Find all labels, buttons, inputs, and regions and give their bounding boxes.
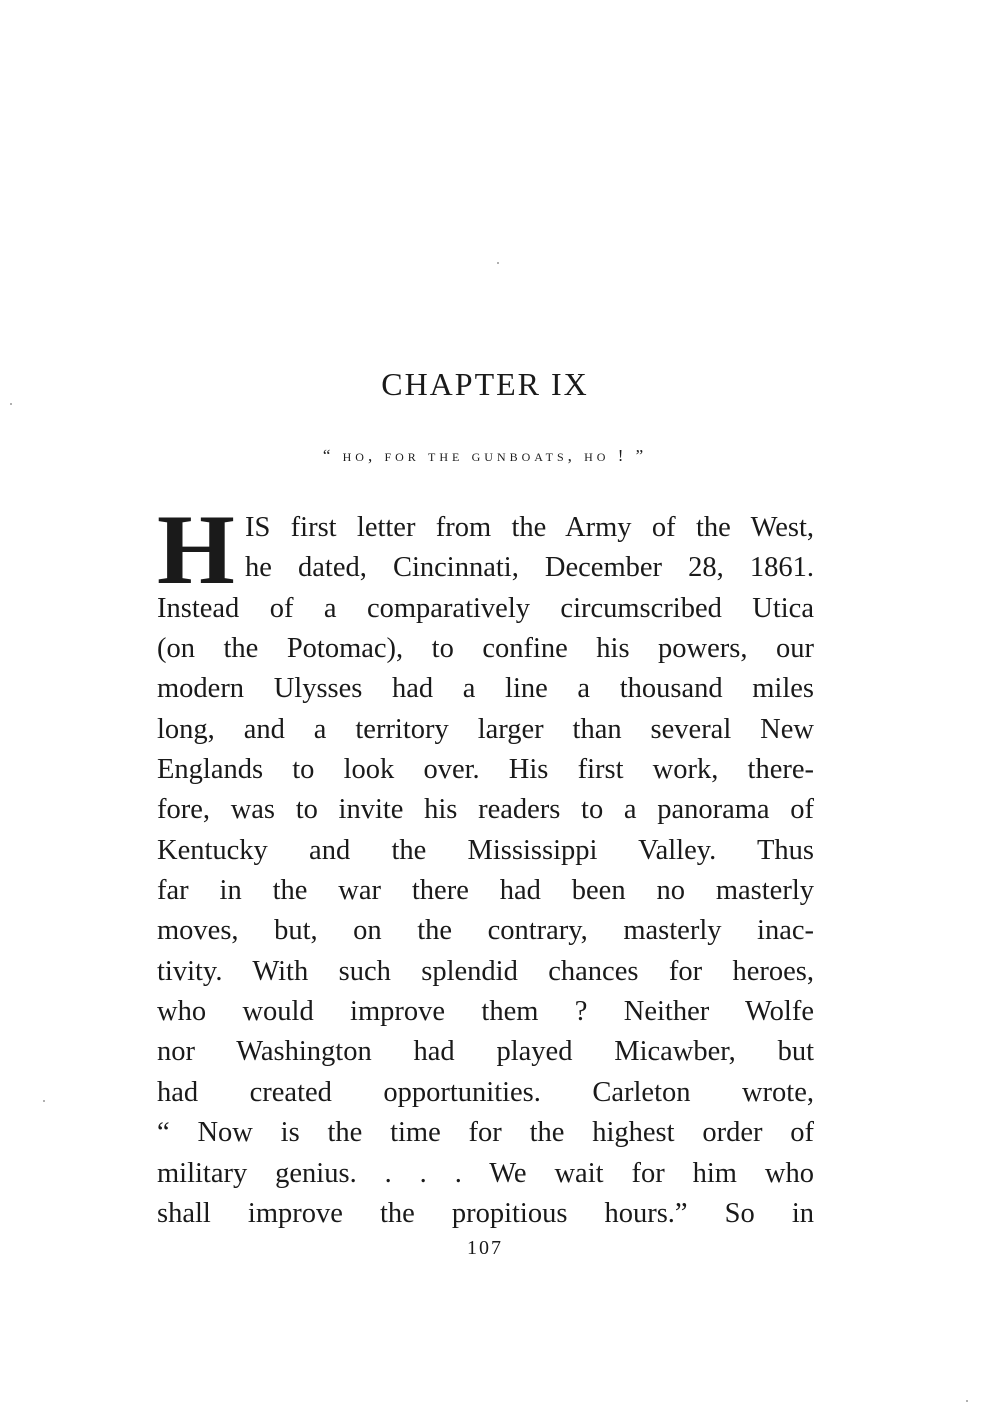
chapter-title: CHAPTER IX [381,366,589,402]
text-line: modern Ulysses had a line a thousand miles [157,673,814,705]
text-line: had created opportunities. Carleton wrote, [157,1076,814,1108]
text-line: military genius. . . . We wait for him who [157,1157,814,1189]
text-line: “ Now is the time for the highest order of [157,1117,814,1149]
text-line: long, and a territory larger than several New [157,713,814,745]
text-line: Kentucky and the Mississippi Valley. Thus [157,834,814,866]
drop-cap: H [157,494,235,605]
scan-speck [497,262,499,264]
text-line: moves, but, on the contrary, masterly inac- [157,915,814,947]
text-line: far in the war there had been no masterly [157,875,814,907]
page-number: 107 [467,1237,503,1259]
scan-speck [43,1100,45,1102]
text-line: nor Washington had played Micawber, but [157,1036,814,1068]
text-line: IS first letter from the Army of the West, [245,512,814,543]
body-text [157,494,814,1234]
text-line: (on the Potomac), to confine his powers, our [157,633,814,665]
chapter-subtitle: “ ho, for the gunboats, ho ! ” [322,446,648,465]
text-line: fore, was to invite his readers to a panorama of [157,794,814,826]
text-line: Instead of a comparatively circumscribed Utica [157,592,814,624]
text-line: who would improve them ? Neither Wolfe [157,996,814,1028]
text-line: Englands to look over. His first work, there- [157,754,814,786]
text-line: shall improve the propitious hours.” So in [157,1197,814,1229]
text-line: he dated, Cincinnati, December 28, 1861. [245,552,814,584]
scan-speck [10,403,12,405]
scan-speck [966,1400,968,1402]
text-line: tivity. With such splendid chances for heroes, [157,955,814,987]
